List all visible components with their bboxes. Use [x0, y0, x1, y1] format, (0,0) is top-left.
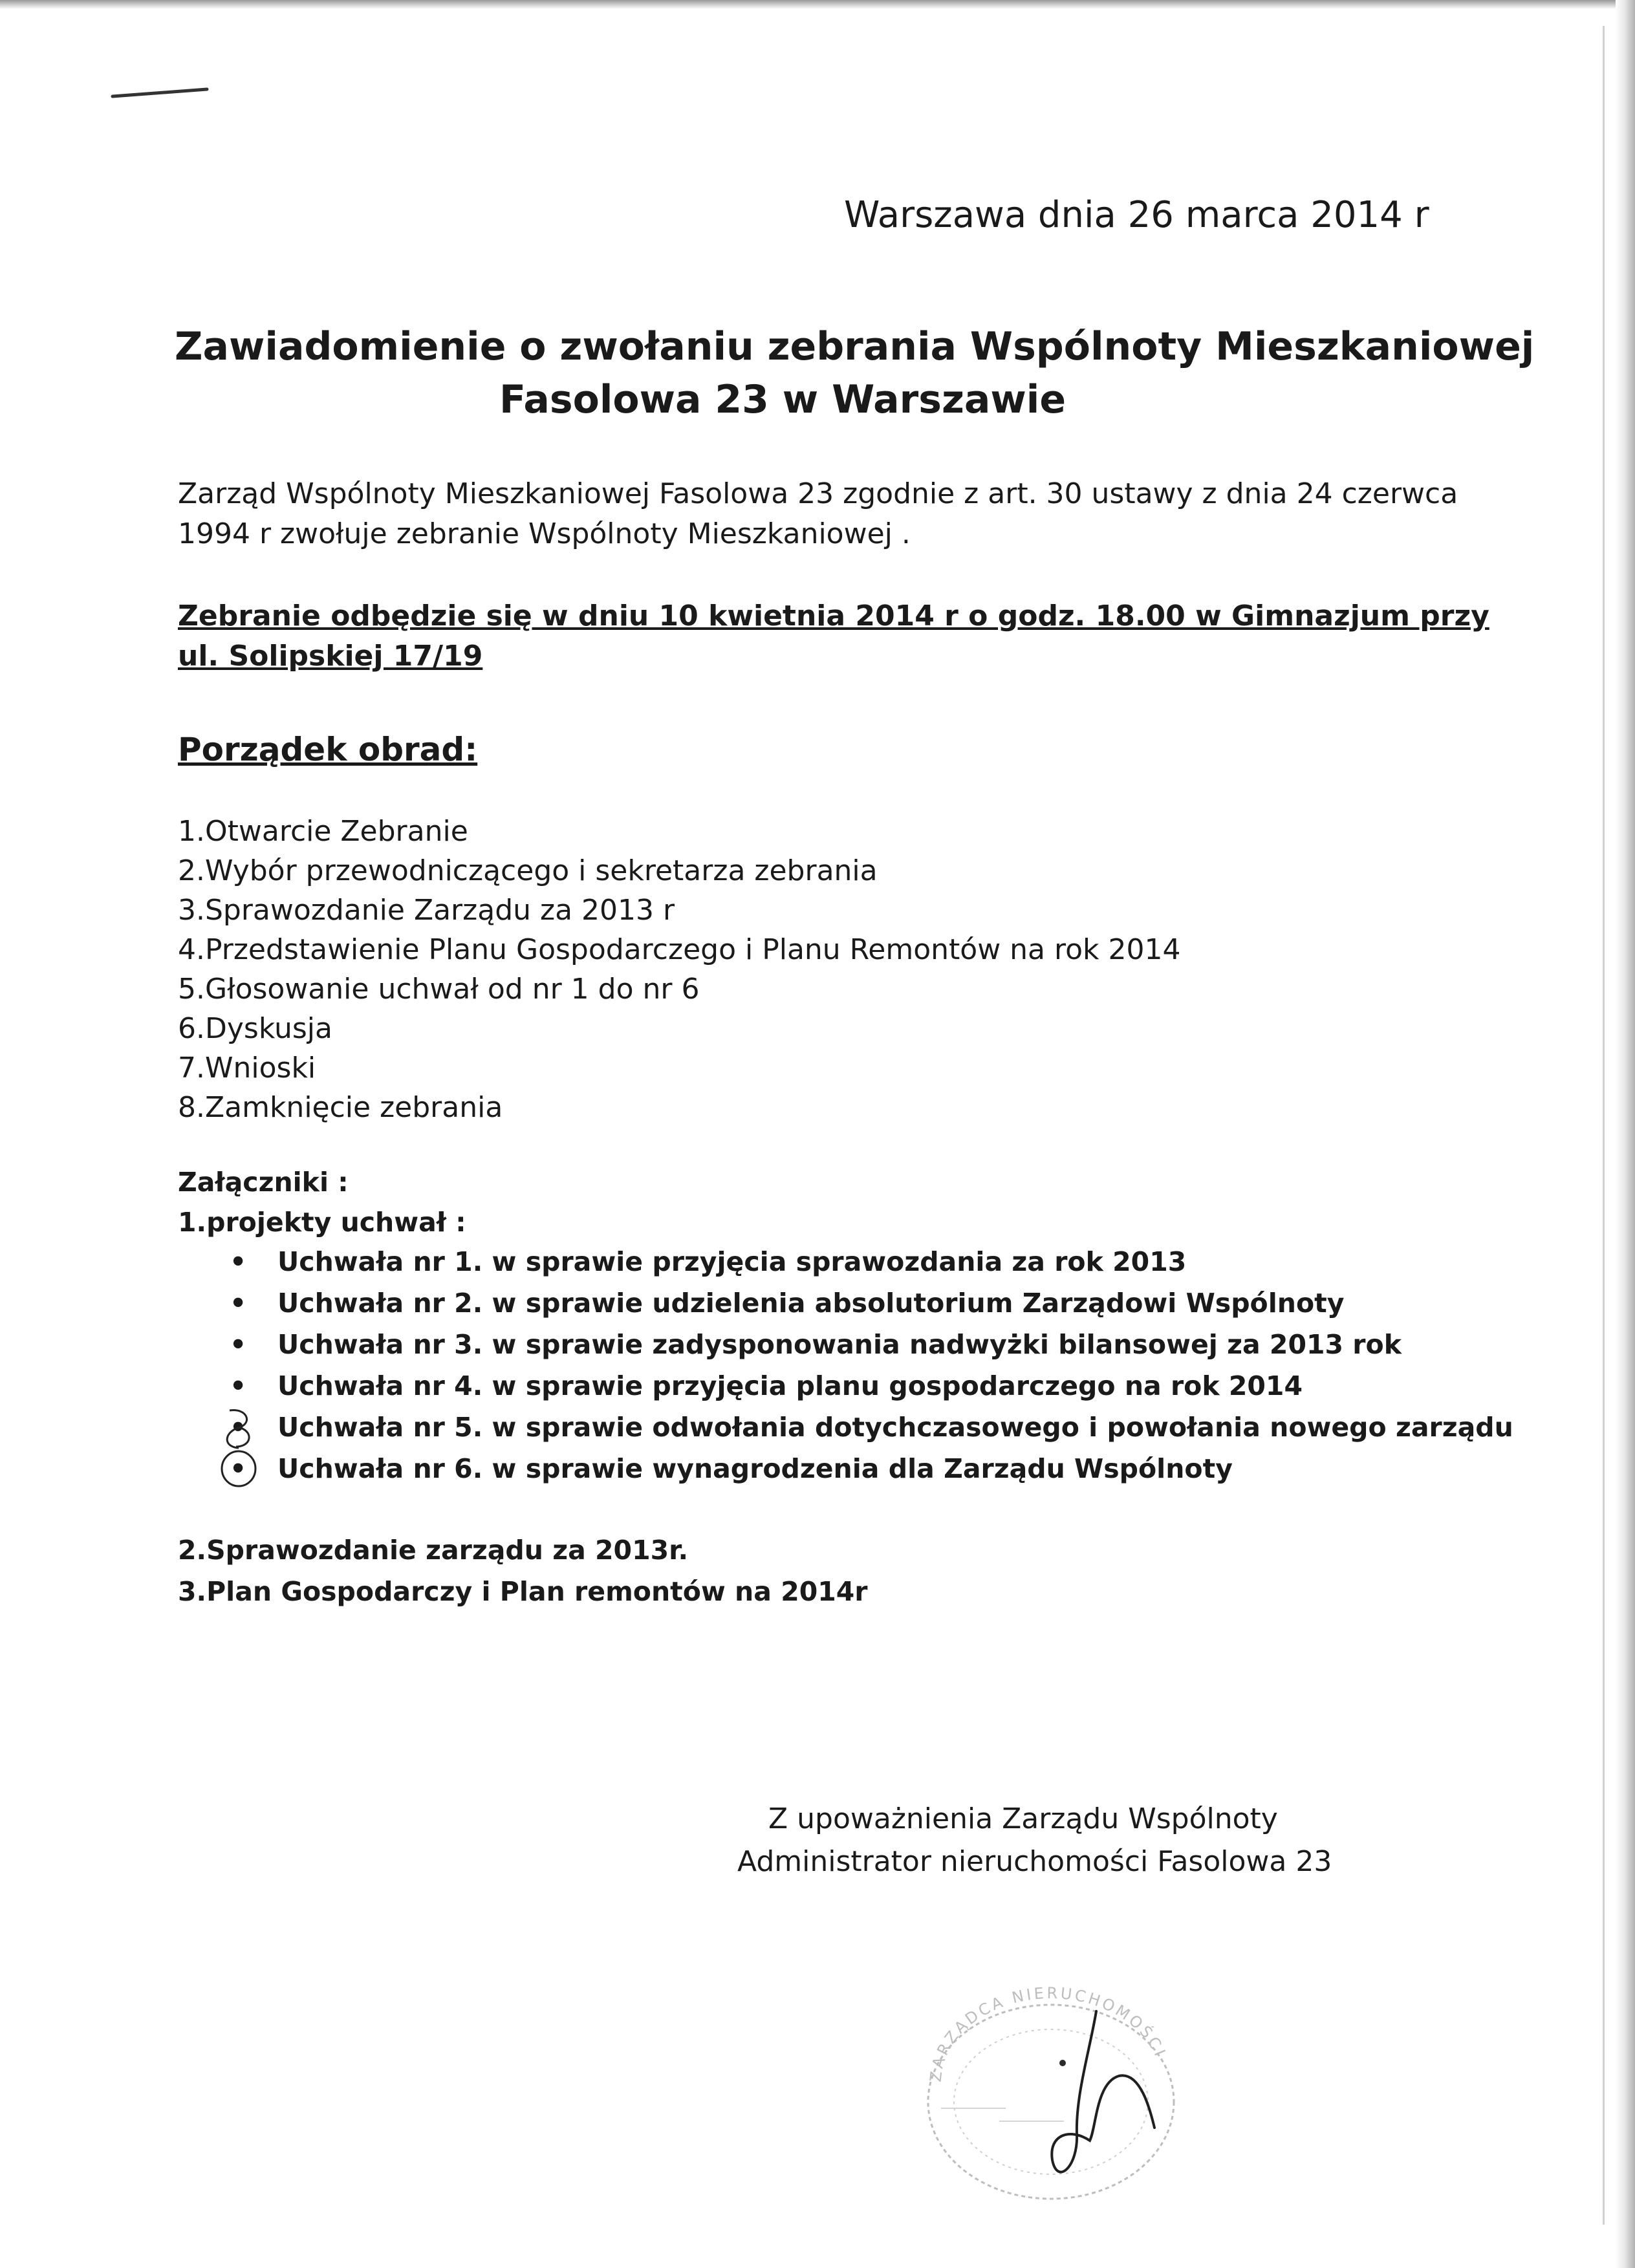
resolution-item: [223, 1241, 1513, 1282]
meeting-line-2: ul. Solipskiej 17/19: [178, 640, 483, 673]
bullet-icon: •: [230, 1288, 247, 1319]
agenda-item: 2.Wybór przewodniczącego i sekretarza zebrania: [178, 854, 878, 887]
resolution-text: Uchwała nr 6. w sprawie wynagrodzenia dla Zarządu Wspólnoty: [277, 1453, 1233, 1484]
bullet-icon: •: [230, 1453, 247, 1484]
agenda-item: 8.Zamknięcie zebrania: [178, 1091, 503, 1124]
resolution-text: Uchwała nr 2. w sprawie udzielenia absolutorium Zarządowi Wspólnoty: [277, 1288, 1345, 1319]
attachments-heading-block: [178, 1162, 466, 1242]
resolution-item: [223, 1407, 1513, 1448]
signature-block: [737, 1798, 1332, 1883]
resolution-item: [223, 1448, 1513, 1489]
scan-edge-line: [1603, 26, 1605, 2225]
stamp-text: ZARZĄDCA NIERUCHOMOŚCI: [926, 1983, 1170, 2083]
intro-line-1: Zarząd Wspólnoty Mieszkaniowej Fasolowa 23 zgodnie z art. 30 ustawy z dnia 24 czerwca: [178, 477, 1458, 510]
signature-line-2: Administrator nieruchomości Fasolowa 23: [737, 1845, 1332, 1878]
handwritten-circle-icon: [217, 1408, 258, 1449]
bullet-icon: •: [230, 1246, 247, 1277]
attachments-subheading: 1.projekty uchwał :: [178, 1207, 466, 1238]
pen-stroke-mark: [110, 87, 213, 100]
resolution-text: Uchwała nr 5. w sprawie odwołania dotychczasowego i powołania nowego zarządu: [277, 1412, 1513, 1443]
agenda-item: 7.Wnioski: [178, 1052, 316, 1085]
agenda-list: [178, 812, 1180, 1127]
attachment-item: 2.Sprawozdanie zarządu za 2013r.: [178, 1535, 689, 1566]
title-line-1: Zawiadomienie o zwołaniu zebrania Wspólnoty Mieszkaniowej: [175, 324, 1535, 369]
signature-line-1: Z upoważnienia Zarządu Wspólnoty: [768, 1802, 1278, 1835]
resolution-item: [223, 1365, 1513, 1407]
handwritten-circle-icon: [217, 1449, 258, 1491]
stamp-and-signature-icon: [902, 1972, 1200, 2205]
intro-paragraph: [178, 474, 1471, 554]
bullet-icon: •: [230, 1329, 247, 1360]
resolution-item: [223, 1282, 1513, 1324]
svg-text:ZARZĄDCA NIERUCHOMOŚCI: [927, 1984, 1170, 2083]
resolutions-list: [223, 1241, 1513, 1489]
scan-edge-right: [1616, 0, 1635, 2268]
meeting-line-1: Zebranie odbędzie się w dniu 10 kwietnia 2014 r o godz. 18.00 w Gimnazjum przy: [178, 599, 1489, 632]
document-title: [175, 320, 1535, 426]
agenda-heading: Porządek obrad:: [178, 731, 478, 768]
scan-edge-top: [0, 0, 1635, 9]
resolution-text: Uchwała nr 3. w sprawie zadysponowania nadwyżki bilansowej za 2013 rok: [277, 1329, 1402, 1360]
agenda-item: 4.Przedstawienie Planu Gospodarczego i Planu Remontów na rok 2014: [178, 933, 1181, 966]
agenda-item: 5.Głosowanie uchwał od nr 1 do nr 6: [178, 973, 700, 1006]
meeting-details: [178, 596, 1489, 676]
resolution-item: [223, 1324, 1513, 1365]
resolution-text: Uchwała nr 1. w sprawie przyjęcia sprawozdania za rok 2013: [277, 1246, 1187, 1277]
document-date: Warszawa dnia 26 marca 2014 r: [844, 194, 1429, 236]
resolution-text: Uchwała nr 4. w sprawie przyjęcia planu gospodarczego na rok 2014: [277, 1370, 1303, 1401]
bullet-icon: •: [230, 1370, 247, 1401]
attachment-item: 3.Plan Gospodarczy i Plan remontów na 2014r: [178, 1576, 868, 1607]
other-attachments: [178, 1529, 868, 1612]
bullet-icon: •: [230, 1412, 247, 1443]
title-line-2: Fasolowa 23 w Warszawie: [499, 377, 1067, 422]
attachments-heading: Załączniki :: [178, 1167, 349, 1198]
agenda-item: 6.Dyskusja: [178, 1012, 332, 1045]
agenda-item: 3.Sprawozdanie Zarządu za 2013 r: [178, 894, 675, 927]
intro-line-2: 1994 r zwołuje zebranie Wspólnoty Mieszkaniowej .: [178, 517, 911, 550]
agenda-item: 1.Otwarcie Zebranie: [178, 815, 468, 848]
